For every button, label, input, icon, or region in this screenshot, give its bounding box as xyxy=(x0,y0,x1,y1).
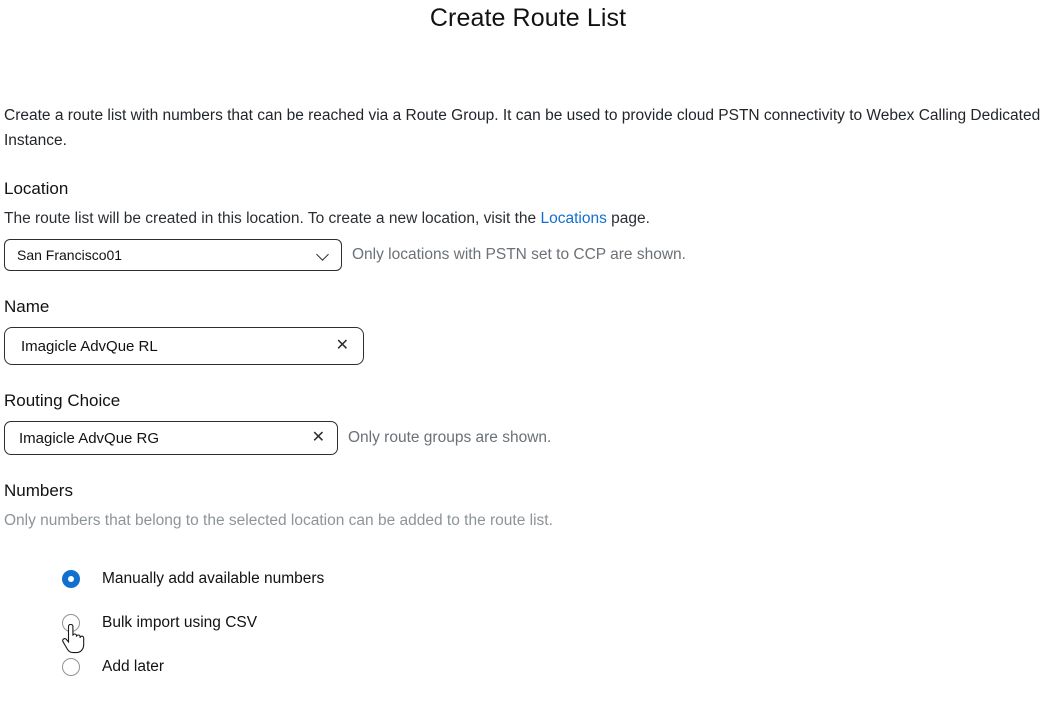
routing-choice-input[interactable] xyxy=(4,421,338,455)
page-description: Create a route list with numbers that can be reached via a Route Group. It can be used to provide cloud PSTN connectivity to Webex Calling Dedicated Instance. xyxy=(4,107,1041,149)
radio-icon-bulk-import[interactable] xyxy=(62,614,80,632)
name-field-row xyxy=(4,327,1052,365)
routing-choice-value: Imagicle AdvQue RG xyxy=(19,429,160,447)
radio-option-manually-add[interactable] xyxy=(62,557,1052,601)
numbers-section-heading: Numbers xyxy=(4,481,73,500)
close-icon[interactable]: ✕ xyxy=(311,429,325,446)
radio-option-bulk-import[interactable] xyxy=(62,601,1052,645)
name-input-value: Imagicle AdvQue RL xyxy=(21,337,158,355)
location-helper-prefix: The route list will be created in this location. To create a new location, visit the xyxy=(4,210,541,227)
name-input[interactable] xyxy=(4,327,364,365)
numbers-radio-group xyxy=(62,557,1052,689)
numbers-helper-text: Only numbers that belong to the selected location can be added to the route list. xyxy=(4,512,553,529)
location-select-value: San Francisco01 xyxy=(17,247,123,263)
location-select[interactable] xyxy=(4,239,342,271)
routing-choice-field-row xyxy=(4,421,1052,455)
chevron-down-icon xyxy=(317,248,331,262)
location-field-row xyxy=(4,239,1052,271)
radio-icon-add-later[interactable] xyxy=(62,658,80,676)
page-content xyxy=(0,103,1056,689)
name-section-heading: Name xyxy=(4,297,50,316)
location-helper-suffix: page. xyxy=(606,210,650,227)
locations-link[interactable]: Locations xyxy=(540,210,607,227)
location-helper-text xyxy=(4,208,1052,229)
radio-label-bulk-import: Bulk import using CSV xyxy=(102,614,258,631)
radio-label-manually-add: Manually add available numbers xyxy=(102,570,325,587)
close-icon[interactable]: ✕ xyxy=(335,337,349,354)
radio-icon-manually-add[interactable] xyxy=(62,570,80,588)
routing-choice-note: Only route groups are shown. xyxy=(348,429,552,446)
location-section-heading: Location xyxy=(4,179,69,198)
routing-choice-section-heading: Routing Choice xyxy=(4,391,121,410)
page-title: Create Route List xyxy=(429,4,627,32)
radio-option-add-later[interactable] xyxy=(62,645,1052,689)
radio-label-add-later: Add later xyxy=(102,658,165,675)
location-note: Only locations with PSTN set to CCP are shown. xyxy=(352,246,686,263)
